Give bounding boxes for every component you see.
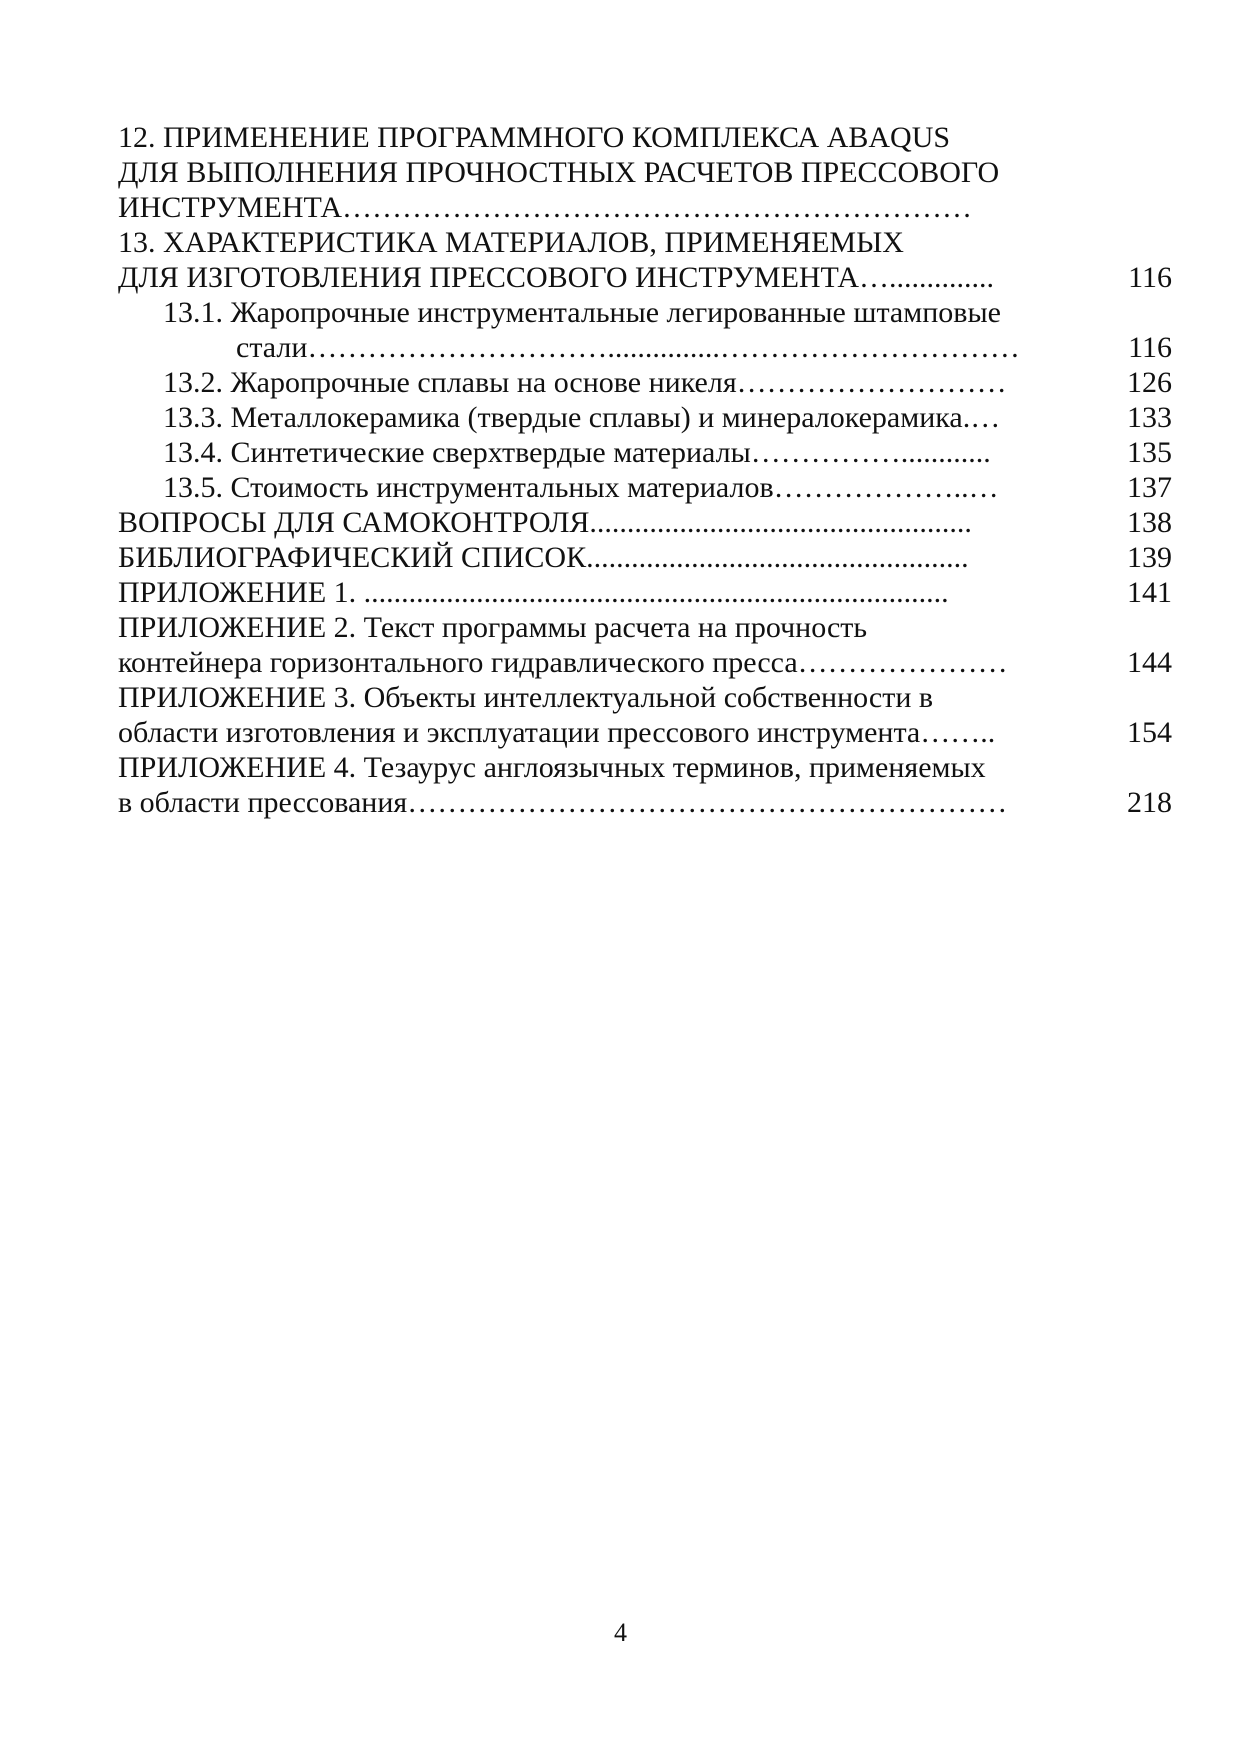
toc-page-number: 116 [1128, 331, 1172, 364]
toc-line [118, 433, 1172, 473]
toc-line [118, 293, 1172, 333]
toc-entry-text: ДЛЯ ВЫПОЛНЕНИЯ ПРОЧНОСТНЫХ РАСЧЕТОВ ПРЕССОВОГО [118, 156, 1000, 189]
toc-page-number: 154 [1127, 716, 1172, 749]
toc-line [118, 118, 1172, 158]
toc-entry-text: ПРИЛОЖЕНИЕ 3. Объекты интеллектуальной собственности в [118, 681, 934, 714]
toc-entry-text: стали…………………………...............………………………… [236, 331, 1020, 364]
toc-line [118, 783, 1172, 823]
toc-line [118, 678, 1172, 718]
toc-entry-text: 13. ХАРАКТЕРИСТИКА МАТЕРИАЛОВ, ПРИМЕНЯЕМЫХ [118, 226, 904, 259]
toc-page-number: 126 [1127, 366, 1172, 399]
toc-line [118, 153, 1172, 193]
toc-line [118, 328, 1172, 368]
toc-line [118, 363, 1172, 403]
toc-line [118, 258, 1172, 298]
toc-line [118, 223, 1172, 263]
toc-entry-text: ДЛЯ ИЗГОТОВЛЕНИЯ ПРЕССОВОГО ИНСТРУМЕНТА….............. [118, 261, 995, 294]
toc-line [118, 188, 1172, 228]
toc-page-number: 138 [1127, 506, 1172, 539]
toc-entry-text: ИНСТРУМЕНТА……………………………………………………… [118, 191, 973, 224]
toc-entry-text: 12. ПРИМЕНЕНИЕ ПРОГРАММНОГО КОМПЛЕКСА ABAQUS [118, 121, 951, 154]
toc-entry-text: ПРИЛОЖЕНИЕ 2. Текст программы расчета на прочность [118, 611, 868, 644]
toc-page-number: 135 [1127, 436, 1172, 469]
toc-page-number: 218 [1127, 786, 1172, 819]
toc-page-number: 139 [1127, 541, 1172, 574]
toc-line [118, 398, 1172, 438]
toc-entry-text: 13.2. Жаропрочные сплавы на основе никеля……………………… [163, 366, 1007, 399]
toc-line [118, 538, 1172, 578]
toc-entry-text: ПРИЛОЖЕНИЕ 4. Тезаурус англоязычных терминов, применяемых [118, 751, 986, 784]
toc-entry-text: 13.4. Синтетические сверхтвердые материалы……………............ [163, 436, 991, 469]
toc-page-number: 144 [1127, 646, 1172, 679]
toc-entry-text: 13.5. Стоимость инструментальных материалов………………..… [163, 471, 999, 504]
toc-line [118, 713, 1172, 753]
toc-entry-text: контейнера горизонтального гидравлического пресса………………… [118, 646, 1008, 679]
toc-line [118, 503, 1172, 543]
toc-page-number: 141 [1127, 576, 1172, 609]
toc-page-number: 137 [1127, 471, 1172, 504]
toc-entry-text: 13.1. Жаропрочные инструментальные легированные штамповые [163, 296, 1001, 329]
page-number: 4 [614, 1618, 627, 1647]
toc-entry-text: ВОПРОСЫ ДЛЯ САМОКОНТРОЛЯ................................................... [118, 506, 972, 539]
toc-page-number: 133 [1127, 401, 1172, 434]
toc-line [118, 608, 1172, 648]
toc-entry-text: ПРИЛОЖЕНИЕ 1. .............................................................................. [118, 576, 949, 609]
toc-page-number: 116 [1128, 261, 1172, 294]
toc-entry-text: области изготовления и эксплуатации прессового инструмента…….. [118, 716, 996, 749]
toc-line [118, 748, 1172, 788]
toc-line [118, 643, 1172, 683]
toc-line [118, 573, 1172, 613]
toc-line [118, 468, 1172, 508]
toc-entry-text: в области прессования…………………………………………………… [118, 786, 1008, 819]
toc-entry-text: БИБЛИОГРАФИЧЕСКИЙ СПИСОК................................................... [118, 541, 969, 574]
toc-entry-text: 13.3. Металлокерамика (твердые сплавы) и минералокерамика.… [163, 401, 1001, 434]
